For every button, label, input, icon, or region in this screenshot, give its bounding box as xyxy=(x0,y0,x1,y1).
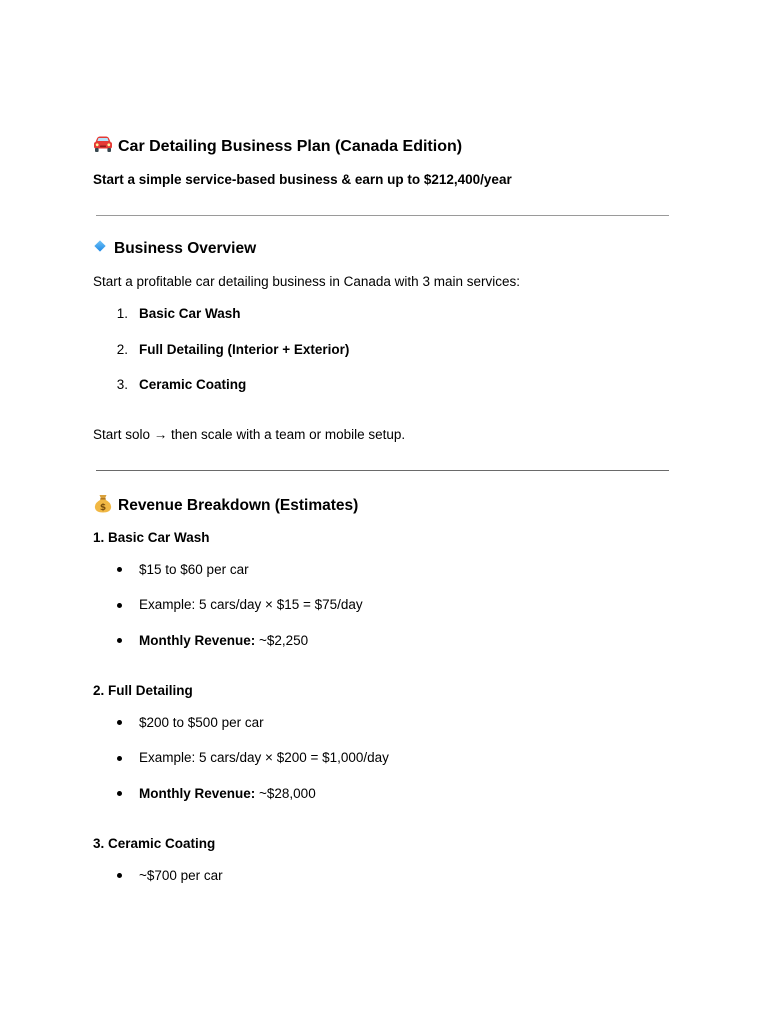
bullet-icon xyxy=(117,603,122,608)
bullet-icon xyxy=(117,638,122,643)
bullet-text: Example: 5 cars/day × $15 = $75/day xyxy=(139,597,363,612)
service-label: Ceramic Coating xyxy=(139,377,247,392)
service-label: Basic Car Wash xyxy=(139,306,241,321)
revenue-section-title: 1. Basic Car Wash xyxy=(93,530,210,545)
revenue-heading xyxy=(93,494,358,519)
divider xyxy=(96,470,669,471)
document-title xyxy=(93,136,462,159)
bullet-text xyxy=(139,785,316,803)
bullet-icon xyxy=(117,873,122,878)
overview-heading xyxy=(93,239,256,259)
bullet-value: ~$28,000 xyxy=(255,786,316,801)
document-tagline: Start a simple service-based business & earn up to $212,400/year xyxy=(93,172,512,187)
bullet-icon xyxy=(117,791,122,796)
bullet-text: Example: 5 cars/day × $200 = $1,000/day xyxy=(139,750,389,765)
list-number: 2. xyxy=(116,342,128,357)
document-title-text: Car Detailing Business Plan (Canada Edition) xyxy=(118,138,463,155)
bullet-text: $15 to $60 per car xyxy=(139,562,249,577)
bullet-value: ~$2,250 xyxy=(255,633,309,648)
overview-heading-text: Business Overview xyxy=(114,240,257,257)
overview-intro: Start a profitable car detailing business in Canada with 3 main services: xyxy=(93,274,520,289)
bullet-icon xyxy=(117,756,122,761)
money-bag-icon xyxy=(93,494,113,519)
revenue-section-title: 3. Ceramic Coating xyxy=(93,836,216,851)
bullet-text xyxy=(139,632,308,650)
divider xyxy=(96,215,669,216)
bullet-text: ~$700 per car xyxy=(139,868,223,883)
blue-diamond-icon xyxy=(94,240,105,251)
bullet-bold-label: Monthly Revenue: xyxy=(139,633,256,648)
list-number: 3. xyxy=(116,377,128,392)
service-label: Full Detailing (Interior + Exterior) xyxy=(139,342,350,357)
list-number: 1. xyxy=(116,306,128,321)
car-icon xyxy=(93,136,113,159)
bullet-bold-label: Monthly Revenue: xyxy=(139,786,256,801)
bullet-text: $200 to $500 per car xyxy=(139,715,264,730)
revenue-section-title: 2. Full Detailing xyxy=(93,683,193,698)
revenue-heading-text: Revenue Breakdown (Estimates) xyxy=(118,497,359,514)
svg-text:$: $ xyxy=(99,503,107,513)
overview-outro: Start solo → then scale with a team or mobile setup. xyxy=(93,427,406,442)
bullet-icon xyxy=(117,720,122,725)
bullet-icon xyxy=(117,567,122,572)
